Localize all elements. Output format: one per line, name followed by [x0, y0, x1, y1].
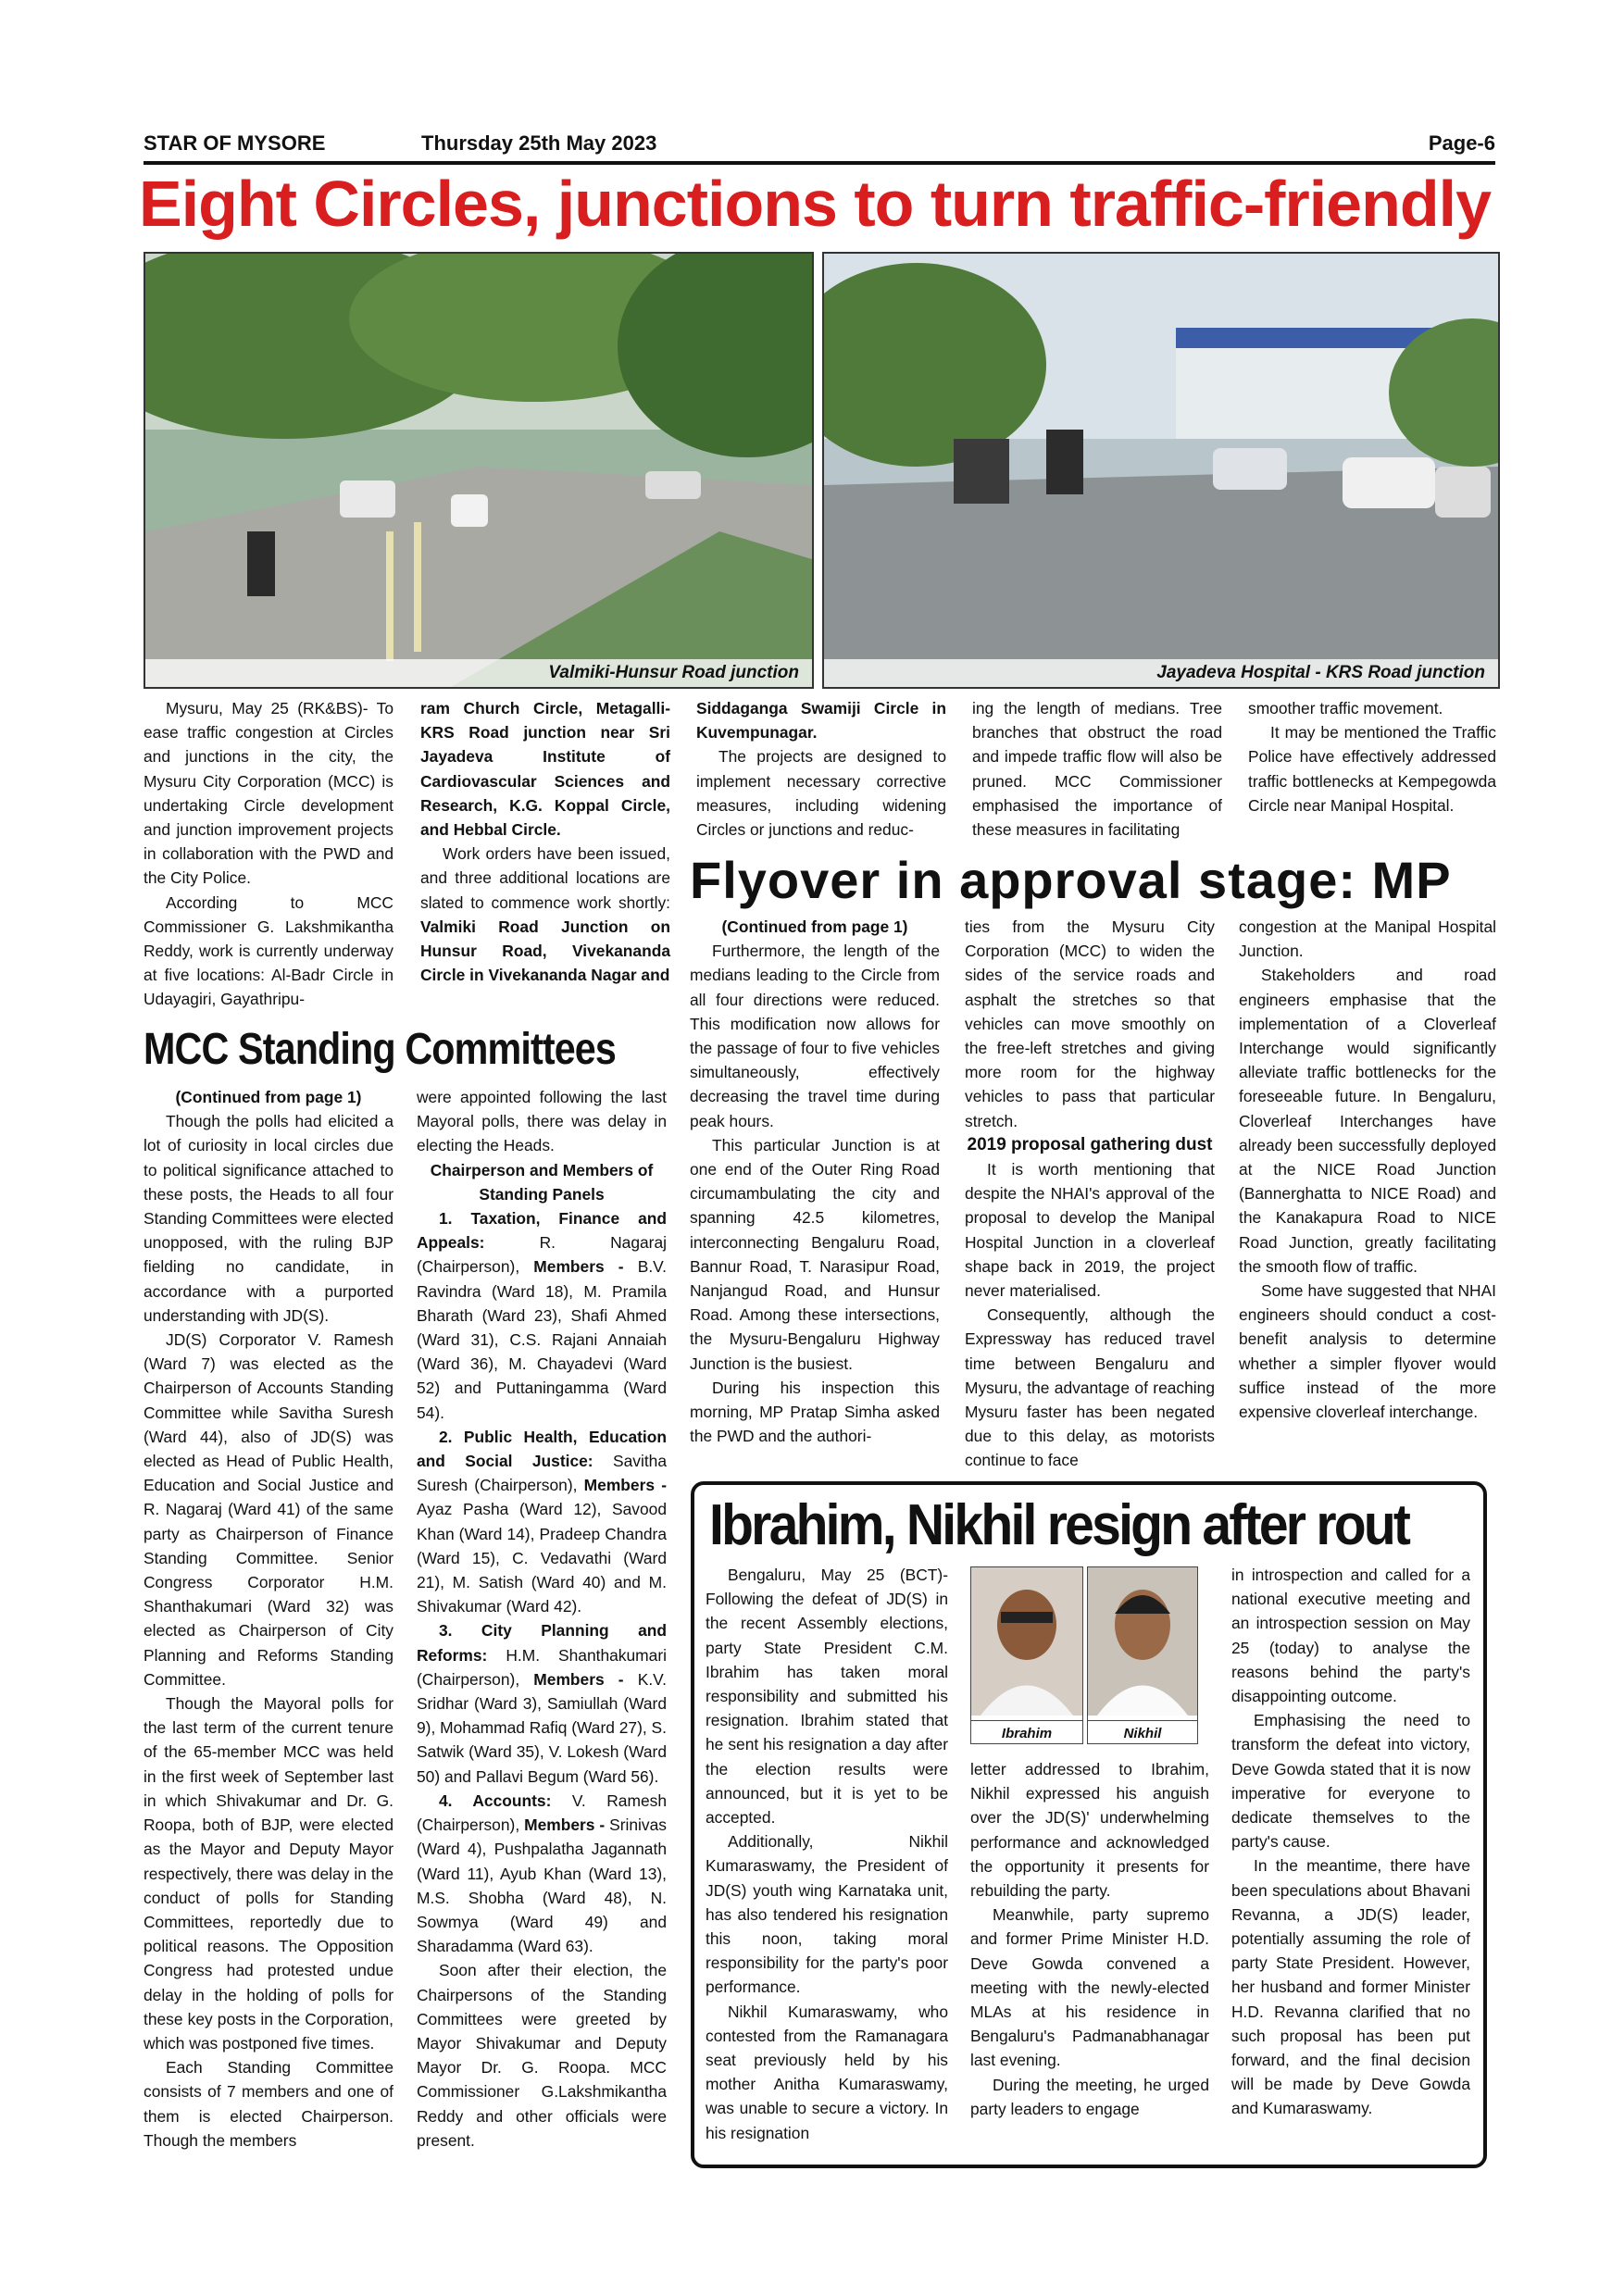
portrait-ibrahim: [970, 1566, 1083, 1744]
lead-col-3: Siddaganga Swamiji Circle in Kuvempunagar. The projects are designed to implement necessary corrective measures, including widening Circles or junctions and reduc-: [696, 699, 946, 840]
lead-col-2: ram Church Circle, Metagalli-KRS Road junction near Sri Jayadeva Institute of Cardiovascular Sciences and Research, K.G. Koppal Circle, and Hebbal Circle. Work orders have been issued, and three additional locations are slated to commence work shortly: Valmiki Road Junction on Hunsur Road, Vivekananda Circle in Vivekananda Nagar and: [420, 699, 670, 985]
panel-2: 2. Public Health, Education and Social Justice: Savitha Suresh (Chairperson), Members - Ayaz Pasha (Ward 12), Savood Khan (Ward 14), Pradeep Chandra (Ward 15), C. Vedavathi (Ward 21), M. Satish (Ward 40) and M. Shivakumar (Ward 42).: [417, 1427, 667, 1616]
lead-headline: Eight Circles, junctions to turn traffic-friendly: [139, 168, 1491, 240]
street-photo-illustration: [145, 254, 812, 687]
lead-col-5: smoother traffic movement. It may be mentioned the Traffic Police have effectively addressed traffic bottlenecks at Kempegowda Circle near Manipal Hospital.: [1248, 699, 1496, 815]
flyover-col-3: congestion at the Manipal Hospital Junction. Stakeholders and road engineers emphasise that the implementation of a Cloverleaf Interchange would significantly alleviate traffic bottlenecks for the foreseeable future. In Bengaluru, Cloverleaf Interchanges have already been successfully deployed at the NICE Road Junction (Bannerghatta to NICE Road) and the Kanakapura Road to NICE Road Junction, greatly facilitating the smooth flow of traffic. Some have suggested that NHAI engineers should conduct a cost-benefit analysis to determine whether a simpler flyover would suffice instead of the more expensive cloverleaf interchange.: [1239, 917, 1496, 1422]
mcc-headline: MCC Standing Committees: [144, 1025, 617, 1074]
mcc-col-1: (Continued from page 1) Though the polls had elicited a lot of curiosity in local circles due to political significance attached to these posts, the Heads to all four Standing Committees were elected unopposed, with the ruling BJP fielding no candidate, in accordance with a purported understanding with JD(S). JD(S) Corporator V. Ramesh (Ward 7) was elected as the Chairperson of Accounts Standing Committee while Savitha Suresh (Ward 44), also of JD(S) was elected as Head of Public Health, Education and Social Justice and R. Nagaraj (Ward 41) of the same party as Chairperson of Finance Standing Committee. Senior Congress Corporator H.M. Shanthakumari (Ward 32) was elected as Chairperson of City Planning and Reforms Standing Committee. Though the Mayoral polls for the last term of the current tenure of the 65-member MCC was held in the first week of September last in which Shivakumar and Dr. G. Roopa, both of BJP, were elected as the Mayor and Deputy Mayor respectively, there was delay in the conduct of polls for Standing Committees, reportedly due to political reasons. The Opposition Congress had protested undue delay in the holding of polls for these key posts in the Corporation, which was postponed five times. Each Standing Committee consists of 7 members and one of them is elected Chairperson. Though the members: [144, 1088, 394, 2150]
page-number: Page-6: [1428, 131, 1495, 155]
paper-name: STAR OF MYSORE: [144, 131, 326, 155]
portrait-illustration: [971, 1567, 1082, 1716]
street-photo-illustration: [824, 254, 1498, 687]
ibrahim-col-3: in introspection and called for a national executive meeting and an introspection session on May 25 (today) to analyse the reasons behind the party's disappointing outcome. Emphasising the need to transform the defeat into victory, Deve Gowda stated that it is now imperative for everyone to dedicate themselves to the party's cause. In the meantime, there have been speculations about Bhavani Revanna, a JD(S) leader, potentially assuming the role of party State President. However, her husband and former Minister H.D. Revanna clarified that no such proposal has been put forward, and the final decision will be made by Deve Gowda and Kumaraswamy.: [1231, 1566, 1470, 2118]
ibrahim-headline: Ibrahim, Nikhil resign after rout: [709, 1493, 1409, 1557]
mcc-col-2: were appointed following the last Mayoral polls, there was delay in electing the Heads. Chairperson and Members of Standing Panels 1. Taxation, Finance and Appeals: R. Nagaraj (Chairperson), Members - B.V. Ravindra (Ward 18), M. Pramila Bharath (Ward 23), Shafi Ahmed (Ward 31), C.S. Rajani Annaiah (Ward 36), M. Chayadevi (Ward 52) and Puttaningamma (Ward 54). 2. Public Health, Education and Social Justice: Savitha Suresh (Chairperson), Members - Ayaz Pasha (Ward 12), Savood Khan (Ward 14), Pradeep Chandra (Ward 15), C. Vedavathi (Ward 21), M. Satish (Ward 40) and M. Shivakumar (Ward 42). 3. City Planning and Reforms: H.M. Shanthakumari (Chairperson), Members - K.V. Sridhar (Ward 3), Samiullah (Ward 9), Mohammad Rafiq (Ward 27), S. Satwik (Ward 35), V. Lokesh (Ward 50) and Pallavi Begum (Ward 56). 4. Accounts: V. Ramesh (Chairperson), Members - Srinivas (Ward 4), Pushpalatha Jagannath (Ward 11), Ayub Khan (Ward 13), M.S. Shobha (Ward 48), N. Sowmya (Ward 49) and Sharadamma (Ward 63). Soon after their election, the Chairpersons of the Standing Committees were greeted by Mayor Shivakumar and Deputy Mayor Dr. G. Roopa. MCC Commissioner G.Lakshmikantha Reddy and other officials were present.: [417, 1088, 667, 2150]
ibrahim-col-2: letter addressed to Ibrahim, Nikhil expressed his anguish over the JD(S)' underwhelming performance and acknowledged the opportunity it presents for rebuilding the party. Meanwhile, party supremo and former Prime Minister H.D. Deve Gowda convened a meeting with the newly-elected MLAs at his residence in Bengaluru's Padmanabhanagar last evening. During the meeting, he urged party leaders to engage: [970, 1760, 1209, 2118]
lead-col-4: ing the length of medians. Tree branches that obstruct the road and impede traffic flow will also be pruned. MCC Commissioner emphasised the importance of these measures in facilitating: [972, 699, 1222, 840]
portrait-nikhil: [1087, 1566, 1198, 1744]
panel-3: 3. City Planning and Reforms: H.M. Shanthakumari (Chairperson), Members - K.V. Sridhar (Ward 3), Samiullah (Ward 9), Mohammad Rafiq (Ward 27), S. Satwik (Ward 35), V. Lokesh (Ward 50) and Pallavi Begum (Ward 56).: [417, 1621, 667, 1786]
portrait-label-nikhil: Nikhil: [1088, 1720, 1197, 1749]
panel-1: 1. Taxation, Finance and Appeals: R. Nagaraj (Chairperson), Members - B.V. Ravindra (Ward 18), M. Pramila Bharath (Ward 23), Shafi Ahmed (Ward 31), C.S. Rajani Annaiah (Ward 36), M. Chayadevi (Ward 52) and Puttaningamma (Ward 54).: [417, 1209, 667, 1422]
photo-valmiki-junction: [144, 252, 814, 689]
photo2-caption: Jayadeva Hospital - KRS Road junction: [824, 659, 1498, 687]
masthead: [144, 130, 1495, 165]
panel-4: 4. Accounts: V. Ramesh (Chairperson), Members - Srinivas (Ward 4), Pushpalatha Jagannath (Ward 11), Ayub Khan (Ward 13), M.S. Shobha (Ward 48), N. Sowmya (Ward 49) and Sharadamma (Ward 63).: [417, 1791, 667, 1956]
lead-col-1: Mysuru, May 25 (RK&BS)- To ease traffic congestion at Circles and junctions in the city, the Mysuru City Corporation (MCC) is undertaking Circle development and junction improvement projects in collaboration with the PWD and the City Police. According to MCC Commissioner G. Lakshmikantha Reddy, work is currently underway at five locations: Al-Badr Circle in Udayagiri, Gayathripu-: [144, 699, 394, 1009]
ibrahim-col-1: Bengaluru, May 25 (BCT)- Following the defeat of JD(S) in the recent Assembly elections, party State President C.M. Ibrahim has taken moral responsibility and submitted his resignation. Ibrahim stated that he sent his resignation a day after the election results were announced, but it is yet to be accepted. Additionally, Nikhil Kumaraswamy, the President of JD(S) youth wing Karnataka unit, has also tendered his resignation this noon, taking moral responsibility for the party's poor performance. Nikhil Kumaraswamy, who contested from the Ramanagara seat previously held by his mother Anitha Kumaraswamy, was unable to secure a victory. In his resignation: [706, 1566, 948, 2142]
portrait-label-ibrahim: Ibrahim: [971, 1720, 1082, 1749]
issue-date: Thursday 25th May 2023: [421, 131, 657, 155]
flyover-col-2: ties from the Mysuru City Corporation (MCC) to widen the sides of the service roads and asphalt the stretches so that vehicles can move smoothly on the free-left stretches and giving more room for the highway vehicles to pass that particular stretch. 2019 proposal gathering dust It is worth mentioning that despite the NHAI's approval of the proposal to develop the Manipal Hospital Junction in a cloverleaf shape back in 2019, the project never materialised. Consequently, although the Expressway has reduced travel time between Bengaluru and Mysuru, the advantage of reaching Mysuru faster has been negated due to this delay, as motorists continue to face: [965, 917, 1215, 1470]
photo1-caption: Valmiki-Hunsur Road junction: [145, 659, 812, 687]
portrait-illustration: [1088, 1567, 1197, 1716]
flyover-col-1: (Continued from page 1) Furthermore, the length of the medians leading to the Circle from all four directions were reduced. This modification now allows for the passage of four to five vehicles simultaneously, effectively decreasing the travel time during peak hours. This particular Junction is at one end of the Outer Ring Road circumambulating the city and spanning 42.5 kilometres, interconnecting Bengaluru Road, Bannur Road, T. Narasipur Road, Nanjangud Road, and Hunsur Road. Among these intersections, the Mysuru-Bengaluru Highway Junction is the busiest. During his inspection this morning, MP Pratap Simha asked the PWD and the authori-: [690, 917, 940, 1446]
photo-jayadeva-junction: [822, 252, 1500, 689]
flyover-headline: Flyover in approval stage: MP: [690, 851, 1452, 909]
